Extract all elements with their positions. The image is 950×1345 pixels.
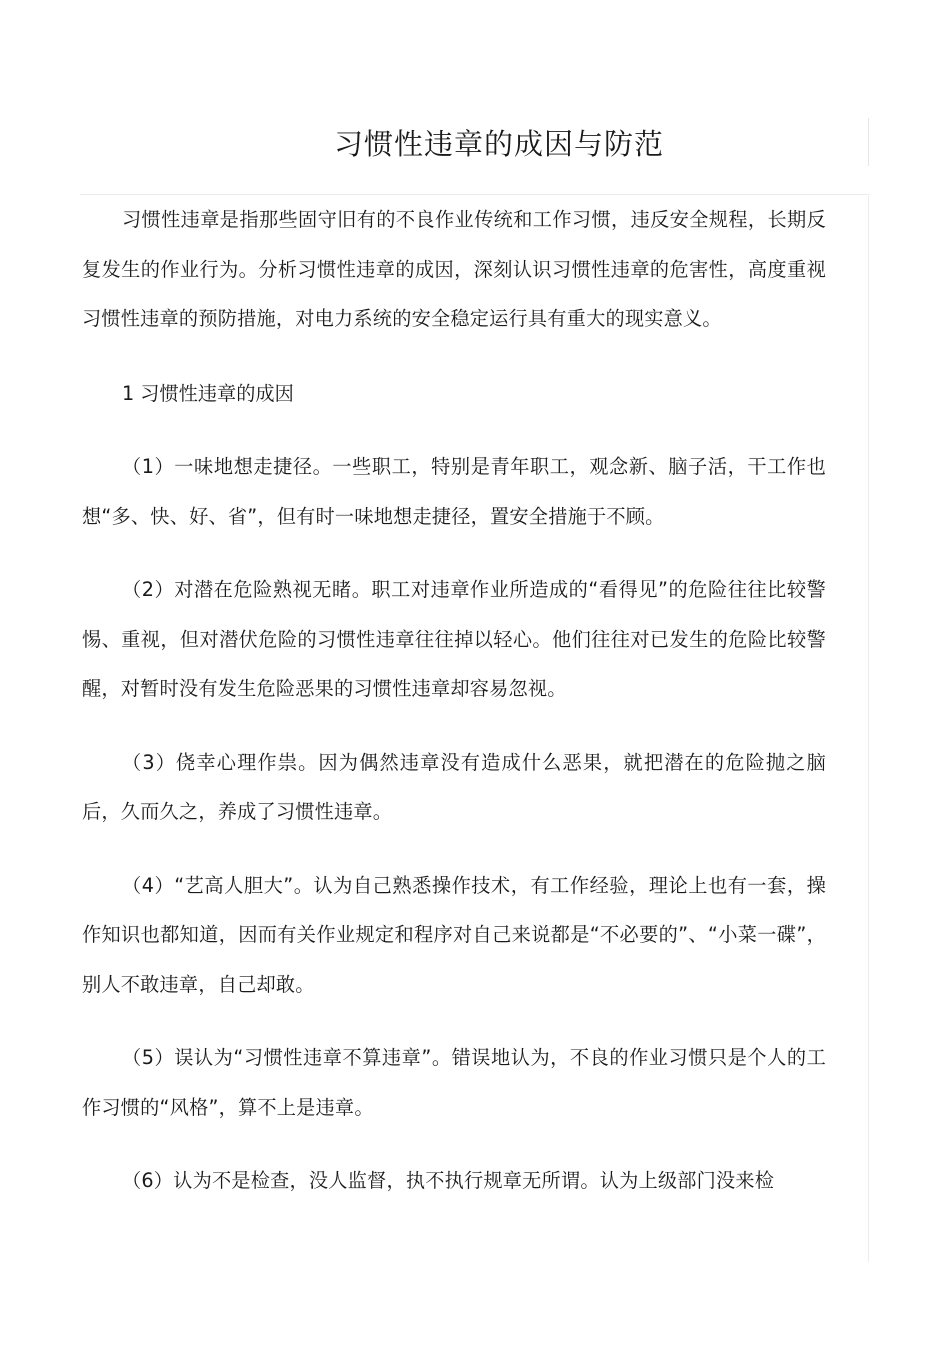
cause-item-2: （2）对潜在危险熟视无睹。职工对违章作业所造成的“看得见”的危险往往比较警惕、重视，但对潜伏危险的习惯性违章往往掉以轻心。他们往往对已发生的危险比较警醒，对暂时没有发生危险恶果的习惯性违章却容易忽视。 <box>82 578 826 700</box>
cause-item-4: （4）“艺高人胆大”。认为自己熟悉操作技术，有工作经验，理论上也有一套，操作知识也都知道，因而有关作业规定和程序对自己来说都是“不必要的”、“小菜一碟”，别人不敢违章，自己却敢。 <box>82 873 826 996</box>
cause-item-5: （5）误认为“习惯性违章不算违章”。错误地认为，不良的作业习惯只是个人的工作习惯的“风格”，算不上是违章。 <box>82 1046 826 1119</box>
page-edge-line <box>868 196 869 1262</box>
cause-item-6: （6）认为不是检查，没人监督，执不执行规章无所谓。认为上级部门没来检 <box>122 1169 775 1192</box>
cause-item-1: （1）一味地想走捷径。一些职工，特别是青年职工，观念新、脑子活，干工作也想“多、快、好、省”，但有时一味地想走捷径，置安全措施于不顾。 <box>82 455 826 528</box>
document-title: 习惯性违章的成因与防范 <box>333 127 664 161</box>
document-body <box>82 195 826 1206</box>
intro-paragraph: 习惯性违章是指那些固守旧有的不良作业传统和工作习惯，违反安全规程，长期反复发生的作业行为。分析习惯性违章的成因，深刻认识习惯性违章的危害性，高度重视习惯性违章的预防措施，对电力系统的安全稳定运行具有重大的现实意义。 <box>82 208 826 330</box>
cause-item-3: （3）侥幸心理作祟。因为偶然违章没有造成什么恶果，就把潜在的危险抛之脑后，久而久之，养成了习惯性违章。 <box>82 750 826 823</box>
section-heading: 1 习惯性违章的成因 <box>122 381 294 405</box>
